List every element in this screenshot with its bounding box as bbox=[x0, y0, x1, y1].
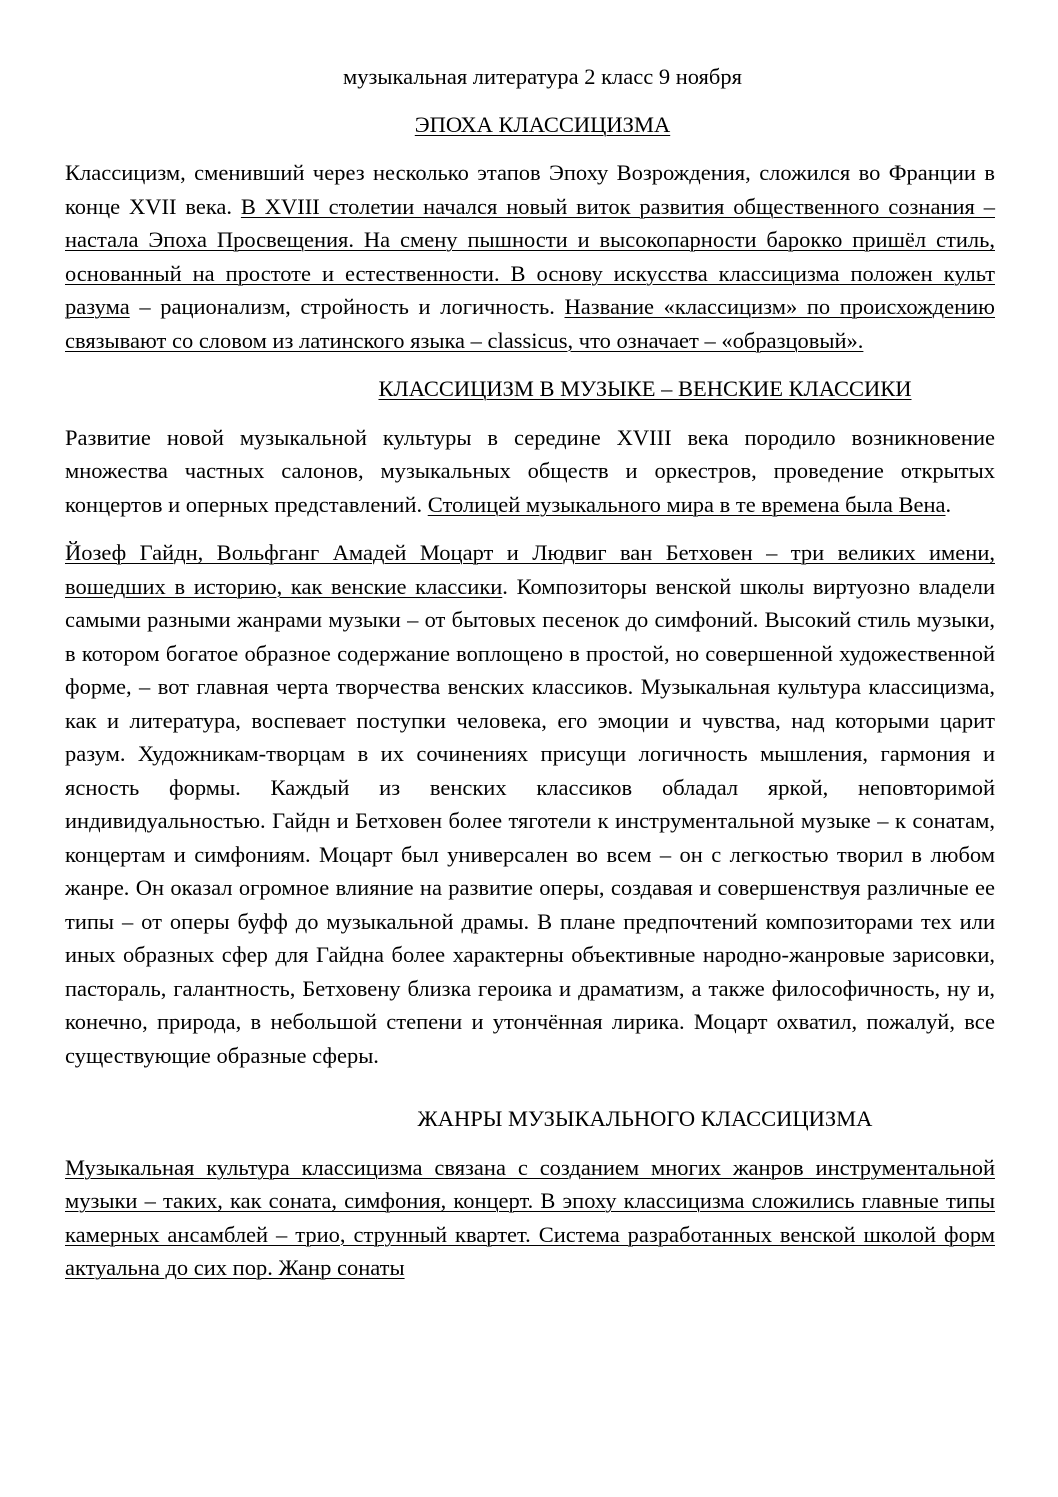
paragraph-composers bbox=[65, 536, 995, 1072]
underlined-text-run: Йозеф Гайдн, Вольфганг Амадей Моцарт и Людвиг ван Бетховен – три великих имени, вошедших в историю, как венские классики bbox=[65, 540, 995, 599]
text-run: . Композиторы венской школы виртуозно владели самыми разными жанрами музыки – от бытовых песенок до симфоний. Высокий стиль музыки, в котором богатое образное содержание воплощено в простой, но совершенной художественной форме, – вот главная черта творчества венских классиков. Музыкальная культура классицизма, как и литература, воспевает поступки человека, его эмоции и чувства, над которыми царит разум. Художникам-творцам в их сочинениях присущи логичность мышления, гармония и ясность формы. Каждый из венских классиков обладал яркой, неповторимой индивидуальностью. Гайдн и Бетховен более тяготели к инструментальной музыке – к сонатам, концертам и симфониям. Моцарт был универсален во всем – он с легкостью творил в любом жанре. Он оказал огромное влияние на развитие оперы, создавая и совершенствуя различные ее типы – от оперы буфф до музыкальной драмы. В плане предпочтений композиторами тех или иных образных сфер для Гайдна более характерны объективные народно-жанровые зарисовки, пастораль, галантность, Бетховену близка героика и драматизм, а также философичность, ну и, конечно, природа, в небольшой степени и утончённая лирика. Моцарт охватил, пожалуй, все существующие образные сферы. bbox=[65, 573, 995, 1068]
section-heading-genres: ЖАНРЫ МУЗЫКАЛЬНОГО КЛАССИЦИЗМА bbox=[417, 1106, 873, 1131]
underlined-text-run: Музыкальная культура классицизма связана с созданием многих жанров инструментальной музыки – таких, как соната, симфония, концерт. В эпоху классицизма сложились главные типы камерных ансамблей – трио, струнный квартет. Система разработанных венской школой форм актуальна до сих пор. Жанр сонаты bbox=[65, 1154, 995, 1280]
document-header: музыкальная литература 2 класс 9 ноября bbox=[343, 64, 742, 89]
text-run: Развитие новой музыкальной культуры в середине XVIII века породило возникновение множества частных салонов, музыкальных обществ и оркестров, проведение открытых концертов и оперных представлений. bbox=[65, 424, 995, 517]
underlined-text-run: Столицей музыкального мира в те времена была Вена bbox=[427, 491, 946, 517]
text-run: – рационализм, стройность и логичность. bbox=[129, 294, 565, 319]
underlined-text-run: Название «классицизм» по происхождению связывают со словом из латинского языка – classicus, что означает – «образцовый». bbox=[65, 294, 995, 353]
document-page bbox=[65, 60, 995, 1300]
paragraph-musical-culture bbox=[65, 421, 995, 522]
text-run: . bbox=[945, 491, 952, 517]
section-heading-classicism-era: ЭПОХА КЛАССИЦИЗМА bbox=[414, 111, 671, 137]
paragraph-classicism-era bbox=[65, 156, 995, 357]
underlined-text-run: В XVIII столетии начался новый виток развития общественного сознания – настала Эпоха Просвещения. На смену пышности и высокопарности барокко пришёл стиль, основанный на простоте и естественности. В основу искусства классицизма положен культ разума bbox=[65, 193, 995, 319]
section-heading-viennese-classics: КЛАССИЦИЗМ В МУЗЫКЕ – ВЕНСКИЕ КЛАССИКИ bbox=[378, 376, 912, 401]
paragraph-genres bbox=[65, 1151, 995, 1285]
text-run: Классицизм, сменивший через несколько этапов Эпоху Возрождения, сложился во Франции в конце XVII века. bbox=[65, 160, 995, 219]
